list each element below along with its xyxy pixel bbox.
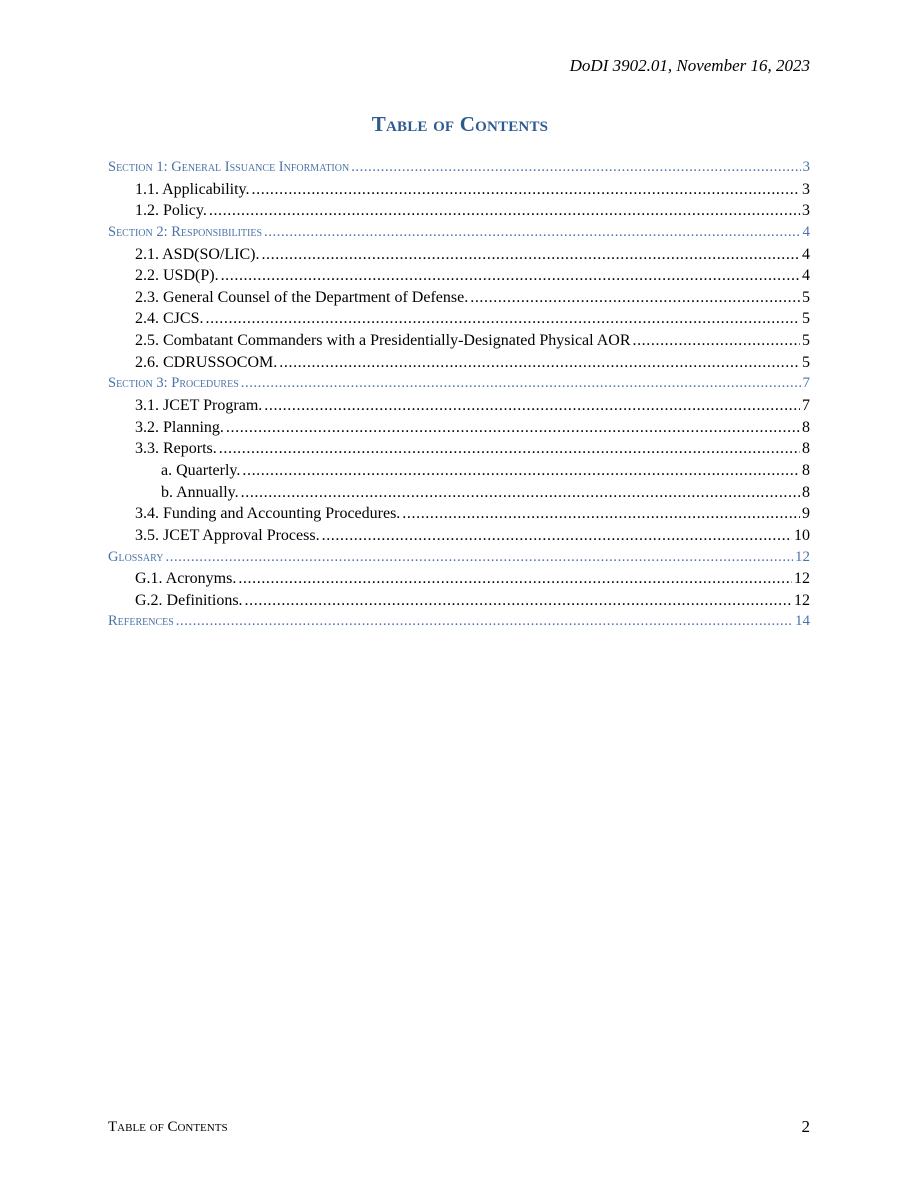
toc-entry-page: 8 (802, 483, 810, 501)
dot-leader (221, 265, 800, 287)
toc-entry-page: 14 (795, 613, 810, 630)
toc-entry-g-1[interactable] (108, 568, 810, 590)
toc-entry-3-4[interactable] (108, 503, 810, 525)
toc-entry-label: a. Quarterly. (161, 461, 241, 479)
toc-entry-label: 2.2. USD(P). (135, 267, 219, 285)
toc-entry-page: 5 (802, 310, 810, 328)
toc-entry-page: 8 (802, 461, 810, 479)
dot-leader (261, 244, 800, 266)
toc-entry-label: G.1. Acronyms. (135, 570, 237, 588)
dot-leader (402, 503, 800, 525)
toc-entry-page: 12 (794, 591, 810, 609)
toc-entry-1-1[interactable] (108, 179, 810, 201)
toc-entry-label: Section 1: General Issuance Information (108, 159, 350, 175)
toc-entry-page: 12 (795, 548, 810, 565)
toc-entry-label: Section 2: Responsibilities (108, 223, 263, 240)
toc-entry-2-5[interactable] (108, 330, 810, 352)
toc-entry-2-4[interactable] (108, 308, 810, 330)
toc-entry-references[interactable] (108, 611, 810, 633)
dot-leader (252, 179, 800, 201)
toc-entry-label: Glossary (108, 548, 164, 565)
dot-leader (176, 611, 793, 633)
dot-leader (264, 222, 800, 244)
toc-entry-page: 8 (802, 418, 810, 436)
toc-entry-page: 7 (802, 397, 810, 415)
toc-entry-page: 4 (802, 245, 810, 263)
toc-entry-label: 3.3. Reports. (135, 440, 217, 458)
footer-section-label: Table of Contents (108, 1119, 228, 1135)
dot-leader (166, 547, 794, 569)
dot-leader (632, 330, 800, 352)
toc-entry-page: 12 (794, 570, 810, 588)
toc-entry-page: 4 (802, 223, 810, 240)
dot-leader (209, 200, 800, 222)
toc-entry-label: 2.5. Combatant Commanders with a Presidentially-Designated Physical AOR (135, 332, 631, 350)
toc-entry-page: 10 (794, 526, 810, 544)
dot-leader (264, 395, 800, 417)
toc-entry-g-2[interactable] (108, 590, 810, 612)
toc-entry-label: Section 3: Procedures (108, 375, 239, 392)
toc-entry-label: 2.3. General Counsel of the Department of Defense. (135, 288, 469, 306)
toc-entry-2-6[interactable] (108, 352, 810, 374)
toc-entry-page: 3 (802, 159, 810, 175)
toc-entry-label: 2.6. CDRUSSOCOM. (135, 353, 278, 371)
toc-entry-3-3[interactable] (108, 438, 810, 460)
document-reference-header: DoDI 3902.01, November 16, 2023 (569, 56, 810, 75)
toc-entry-page: 5 (802, 353, 810, 371)
toc-entry-2-2[interactable] (108, 265, 810, 287)
dot-leader (279, 352, 800, 374)
dot-leader (245, 590, 792, 612)
toc-entry-page: 3 (802, 180, 810, 198)
toc-entry-page: 7 (802, 375, 810, 392)
footer-page-number: 2 (801, 1117, 810, 1136)
toc-entry-page: 9 (802, 505, 810, 523)
toc-entry-label: 1.2. Policy. (135, 202, 207, 220)
toc-entry-label: 3.5. JCET Approval Process. (135, 526, 320, 544)
toc-entry-page: 4 (802, 267, 810, 285)
toc-entry-label: 3.2. Planning. (135, 418, 224, 436)
dot-leader (322, 525, 792, 547)
toc-entry-glossary[interactable] (108, 547, 810, 569)
toc-entry-2-1[interactable] (108, 244, 810, 266)
dot-leader (205, 308, 800, 330)
dot-leader (241, 482, 800, 504)
dot-leader (241, 373, 801, 395)
dot-leader (470, 287, 800, 309)
toc-entry-label: 3.4. Funding and Accounting Procedures. (135, 505, 401, 523)
dot-leader (351, 157, 800, 179)
toc-entry-section-3[interactable] (108, 373, 810, 395)
toc-entry-label: 2.4. CJCS. (135, 310, 204, 328)
toc-entry-3-3-a[interactable] (108, 460, 810, 482)
toc-entry-1-2[interactable] (108, 200, 810, 222)
toc-entry-3-2[interactable] (108, 417, 810, 439)
dot-leader (238, 568, 792, 590)
dot-leader (219, 438, 800, 460)
toc-entry-3-3-b[interactable] (108, 482, 810, 504)
toc-entry-3-5[interactable] (108, 525, 810, 547)
toc-entry-3-1[interactable] (108, 395, 810, 417)
dot-leader (242, 460, 800, 482)
toc-entry-section-1[interactable] (108, 157, 810, 179)
toc-entry-label: References (108, 613, 174, 630)
toc-entry-label: 3.1. JCET Program. (135, 397, 263, 415)
toc-entry-page: 5 (802, 288, 810, 306)
toc-entry-label: b. Annually. (161, 483, 239, 501)
table-of-contents (108, 157, 810, 633)
toc-entry-label: 1.1. Applicability. (135, 180, 250, 198)
toc-entry-2-3[interactable] (108, 287, 810, 309)
toc-entry-label: G.2. Definitions. (135, 591, 243, 609)
toc-entry-page: 8 (802, 440, 810, 458)
toc-entry-page: 5 (802, 332, 810, 350)
dot-leader (226, 417, 800, 439)
toc-title: Table of Contents (371, 112, 549, 136)
toc-entry-page: 3 (802, 202, 810, 220)
toc-entry-label: 2.1. ASD(SO/LIC). (135, 245, 260, 263)
toc-entry-section-2[interactable] (108, 222, 810, 244)
